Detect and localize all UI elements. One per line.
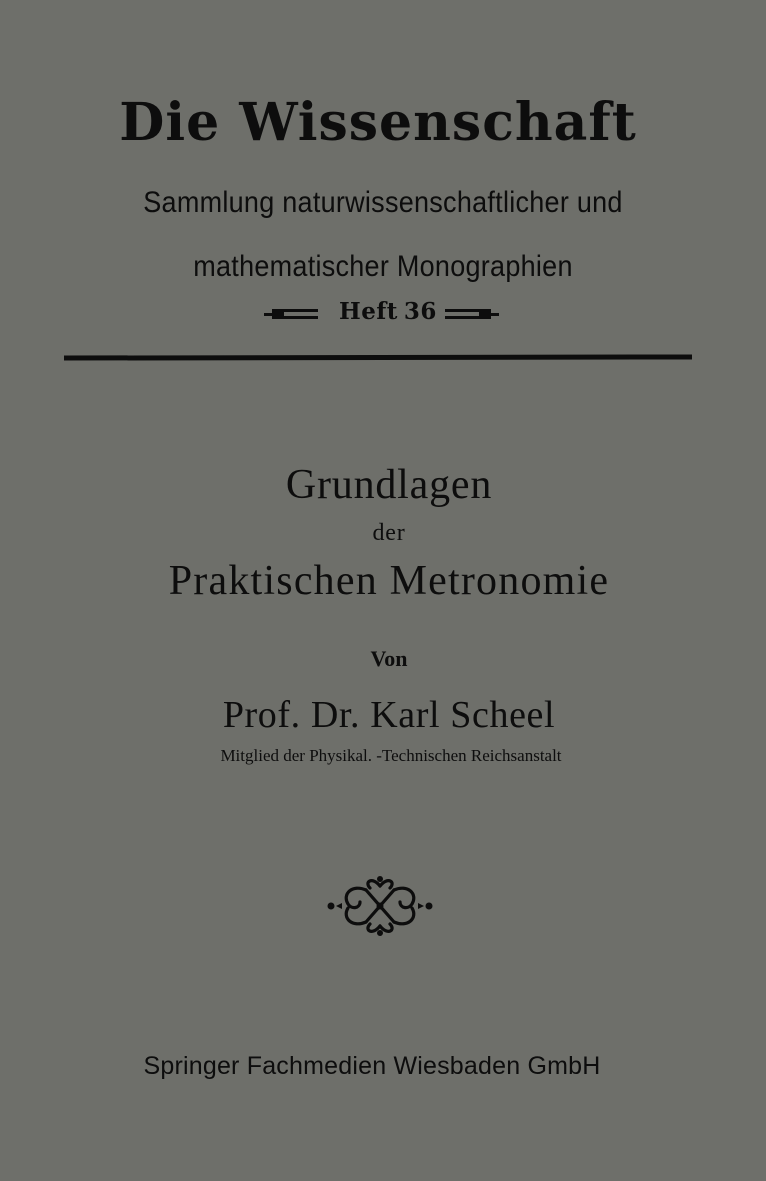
book-title-line2: der <box>372 520 406 546</box>
heft-number: 36 <box>403 298 437 325</box>
author-name: Prof. Dr. Karl Scheel <box>222 694 556 736</box>
series-subtitle-line1: Sammlung naturwissenschaftlicher und <box>143 186 623 219</box>
double-line-ornament-icon <box>264 308 320 322</box>
series-subtitle-line2: mathematischer Monographien <box>193 250 573 283</box>
heft-line <box>0 298 766 334</box>
floral-vignette-icon <box>326 872 434 940</box>
heft-label <box>339 298 437 325</box>
divider-rule <box>64 354 692 360</box>
book-title-line3: Praktischen Metronomie <box>168 558 610 604</box>
heft-word: Heft <box>339 298 398 325</box>
series-title: Die Wissenschaft <box>119 92 637 153</box>
by-label: Von <box>370 646 408 671</box>
publisher-name: Springer Fachmedien Wiesbaden GmbH <box>143 1052 601 1080</box>
author-affiliation: Mitglied der Physikal. -Technischen Reichsanstalt <box>220 746 562 765</box>
book-title-line1: Grundlagen <box>285 462 493 508</box>
double-line-ornament-icon <box>443 308 499 322</box>
